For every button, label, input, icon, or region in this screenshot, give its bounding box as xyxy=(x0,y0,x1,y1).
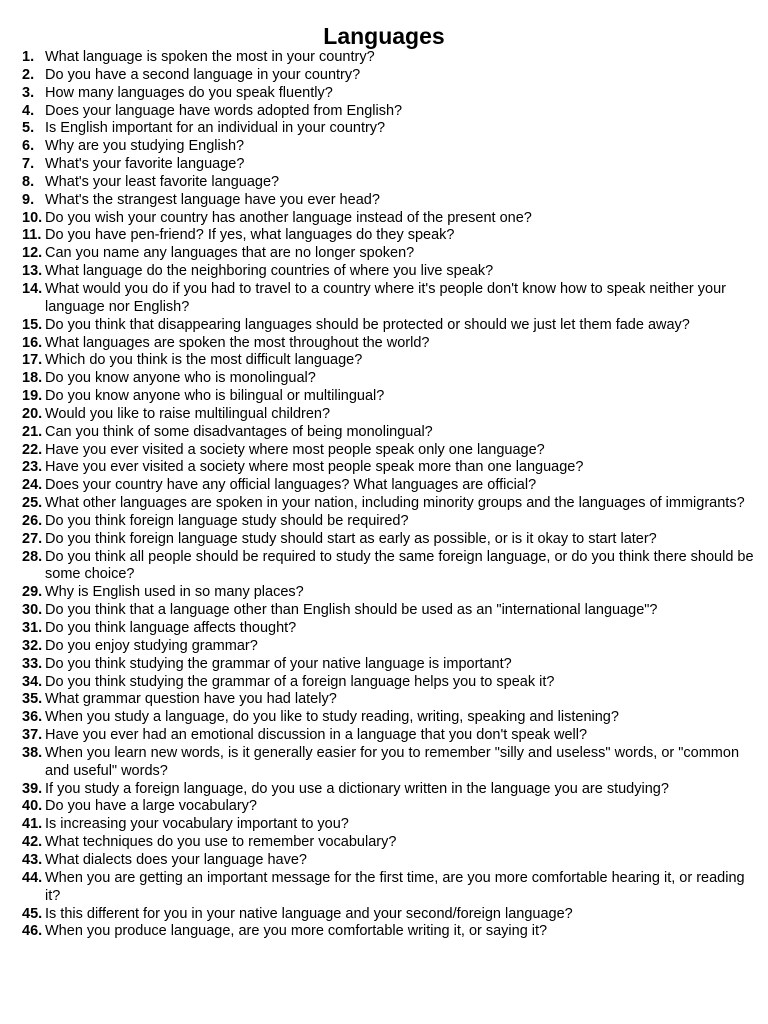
list-item xyxy=(22,459,756,477)
question-number: 2. xyxy=(22,66,35,83)
question-number: 22. xyxy=(22,441,43,458)
question-text: Does your country have any official languages? What languages are official? xyxy=(45,477,537,494)
question-number: 45. xyxy=(22,905,43,922)
question-text: Can you name any languages that are no longer spoken? xyxy=(45,245,415,262)
list-item xyxy=(22,816,756,834)
question-list xyxy=(22,49,756,941)
question-number: 11. xyxy=(22,227,42,244)
question-number: 16. xyxy=(22,334,43,351)
question-number: 17. xyxy=(22,352,43,369)
list-item xyxy=(22,192,756,210)
list-item xyxy=(22,620,756,638)
question-number: 46. xyxy=(22,923,43,940)
question-number: 20. xyxy=(22,405,43,422)
question-text: Do you think foreign language study should be required? xyxy=(45,512,409,529)
list-item xyxy=(22,317,756,335)
question-text: What language is spoken the most in your country? xyxy=(45,49,375,65)
question-number: 10. xyxy=(22,209,43,226)
question-number: 26. xyxy=(22,512,43,529)
question-number: 43. xyxy=(22,851,43,868)
list-item xyxy=(22,870,756,906)
list-item xyxy=(22,709,756,727)
question-number: 37. xyxy=(22,727,43,744)
question-number: 44. xyxy=(22,869,43,886)
list-item xyxy=(22,156,756,174)
list-item xyxy=(22,406,756,424)
list-item xyxy=(22,906,756,924)
list-item xyxy=(22,834,756,852)
question-text: Have you ever visited a society where most people speak only one language? xyxy=(45,441,545,458)
question-text: What would you do if you had to travel to a country where it's people don't know how to speak neither your language nor English? xyxy=(45,280,726,315)
question-text: Do you think all people should be required to study the same foreign language, or do you think there should be some choice? xyxy=(45,548,754,583)
list-item xyxy=(22,210,756,228)
question-text: What grammar question have you had lately? xyxy=(45,691,337,708)
list-item xyxy=(22,852,756,870)
question-text: Do you enjoy studying grammar? xyxy=(45,637,258,654)
question-number: 28. xyxy=(22,548,43,565)
list-item xyxy=(22,745,756,781)
question-number: 12. xyxy=(22,245,43,262)
question-text: Do you think studying the grammar of a foreign language helps you to speak it? xyxy=(45,673,555,690)
question-number: 29. xyxy=(22,584,43,601)
list-item xyxy=(22,638,756,656)
question-text: What dialects does your language have? xyxy=(45,851,307,868)
list-item xyxy=(22,263,756,281)
list-item xyxy=(22,584,756,602)
question-number: 24. xyxy=(22,477,43,494)
question-text: Do you think language affects thought? xyxy=(45,620,297,636)
question-number: 35. xyxy=(22,691,43,708)
question-number: 34. xyxy=(22,673,43,690)
question-text: Is increasing your vocabulary important to you? xyxy=(45,816,349,833)
list-item xyxy=(22,245,756,263)
question-number: 42. xyxy=(22,834,43,851)
question-text: When you study a language, do you like to study reading, writing, speaking and listening? xyxy=(45,709,619,726)
question-number: 18. xyxy=(22,370,43,387)
question-text: What's the strangest language have you ever head? xyxy=(45,191,380,208)
list-item xyxy=(22,781,756,799)
question-number: 23. xyxy=(22,459,43,476)
question-number: 5. xyxy=(22,120,35,137)
question-number: 6. xyxy=(22,138,35,155)
question-text: Have you ever visited a society where most people speak more than one language? xyxy=(45,459,584,476)
question-text: What techniques do you use to remember vocabulary? xyxy=(45,834,397,851)
question-text: Would you like to raise multilingual children? xyxy=(45,405,331,422)
question-number: 13. xyxy=(22,263,43,280)
question-text: Which do you think is the most difficult language? xyxy=(45,352,363,369)
question-text: Does your language have words adopted from English? xyxy=(45,102,403,119)
question-number: 7. xyxy=(22,156,35,173)
question-text: Do you have pen-friend? If yes, what languages do they speak? xyxy=(45,227,455,244)
list-item xyxy=(22,691,756,709)
list-item xyxy=(22,49,756,67)
question-text: When you learn new words, is it generally easier for you to remember "silly and useless" words, or "common and useful" words? xyxy=(45,744,740,779)
question-number: 15. xyxy=(22,316,43,333)
question-text: What languages are spoken the most throughout the world? xyxy=(45,334,430,351)
question-text: Have you ever had an emotional discussion in a language that you don't speak well? xyxy=(45,727,588,744)
question-text: What's your least favorite language? xyxy=(45,173,280,190)
question-number: 39. xyxy=(22,780,43,797)
question-number: 8. xyxy=(22,173,35,190)
list-item xyxy=(22,798,756,816)
question-text: Is English important for an individual in your country? xyxy=(45,120,386,137)
list-item xyxy=(22,442,756,460)
question-number: 19. xyxy=(22,388,43,405)
list-item xyxy=(22,513,756,531)
question-number: 14. xyxy=(22,280,43,297)
question-number: 9. xyxy=(22,191,35,208)
question-number: 21. xyxy=(22,423,43,440)
question-number: 40. xyxy=(22,798,43,815)
question-text: How many languages do you speak fluently? xyxy=(45,84,333,101)
list-item xyxy=(22,85,756,103)
list-item xyxy=(22,602,756,620)
question-text: Do you think that disappearing languages should be protected or should we just let them fade away? xyxy=(45,316,690,333)
question-text: Do you think studying the grammar of your native language is important? xyxy=(45,655,512,672)
question-text: Why are you studying English? xyxy=(45,138,245,155)
list-item xyxy=(22,727,756,745)
list-item xyxy=(22,138,756,156)
list-item xyxy=(22,388,756,406)
list-item xyxy=(22,923,756,941)
list-item xyxy=(22,674,756,692)
question-number: 31. xyxy=(22,620,43,636)
list-item xyxy=(22,67,756,85)
question-number: 4. xyxy=(22,102,35,119)
question-text: Do you know anyone who is bilingual or multilingual? xyxy=(45,388,385,405)
question-text: What's your favorite language? xyxy=(45,156,245,173)
list-item xyxy=(22,495,756,513)
question-text: What language do the neighboring countries of where you live speak? xyxy=(45,263,494,280)
question-text: When you produce language, are you more comfortable writing it, or saying it? xyxy=(45,923,548,940)
list-item xyxy=(22,370,756,388)
question-number: 41. xyxy=(22,816,43,833)
list-item xyxy=(22,477,756,495)
list-item xyxy=(22,103,756,121)
question-text: Do you think foreign language study should start as early as possible, or is it okay to start later? xyxy=(45,530,657,547)
question-number: 30. xyxy=(22,602,43,619)
question-text: Is this different for you in your native language and your second/foreign language? xyxy=(45,905,573,922)
question-number: 32. xyxy=(22,637,43,654)
question-text: Why is English used in so many places? xyxy=(45,584,304,601)
list-item xyxy=(22,174,756,192)
page-title: Languages xyxy=(323,23,445,50)
list-item xyxy=(22,281,756,317)
question-text: Can you think of some disadvantages of being monolingual? xyxy=(45,423,433,440)
question-text: When you are getting an important message for the first time, are you more comfortable hearing it, or reading it? xyxy=(45,869,745,904)
list-item xyxy=(22,549,756,585)
question-number: 38. xyxy=(22,744,43,761)
list-item xyxy=(22,424,756,442)
question-text: If you study a foreign language, do you use a dictionary written in the language you are studying? xyxy=(45,780,669,797)
list-item xyxy=(22,335,756,353)
list-item xyxy=(22,120,756,138)
question-number: 3. xyxy=(22,84,35,101)
list-item xyxy=(22,352,756,370)
question-text: Do you have a large vocabulary? xyxy=(45,798,257,815)
question-number: 33. xyxy=(22,655,43,672)
question-text: Do you know anyone who is monolingual? xyxy=(45,370,316,387)
list-item xyxy=(22,656,756,674)
question-text: Do you have a second language in your country? xyxy=(45,66,361,83)
question-text: Do you wish your country has another language instead of the present one? xyxy=(45,209,532,226)
question-text: Do you think that a language other than English should be used as an "international language"? xyxy=(45,602,658,619)
question-number: 25. xyxy=(22,495,43,512)
question-number: 1. xyxy=(22,49,35,65)
list-item xyxy=(22,227,756,245)
question-number: 27. xyxy=(22,530,43,547)
question-number: 36. xyxy=(22,709,43,726)
list-item xyxy=(22,531,756,549)
question-text: What other languages are spoken in your nation, including minority groups and the languages of immigrants? xyxy=(45,495,745,512)
